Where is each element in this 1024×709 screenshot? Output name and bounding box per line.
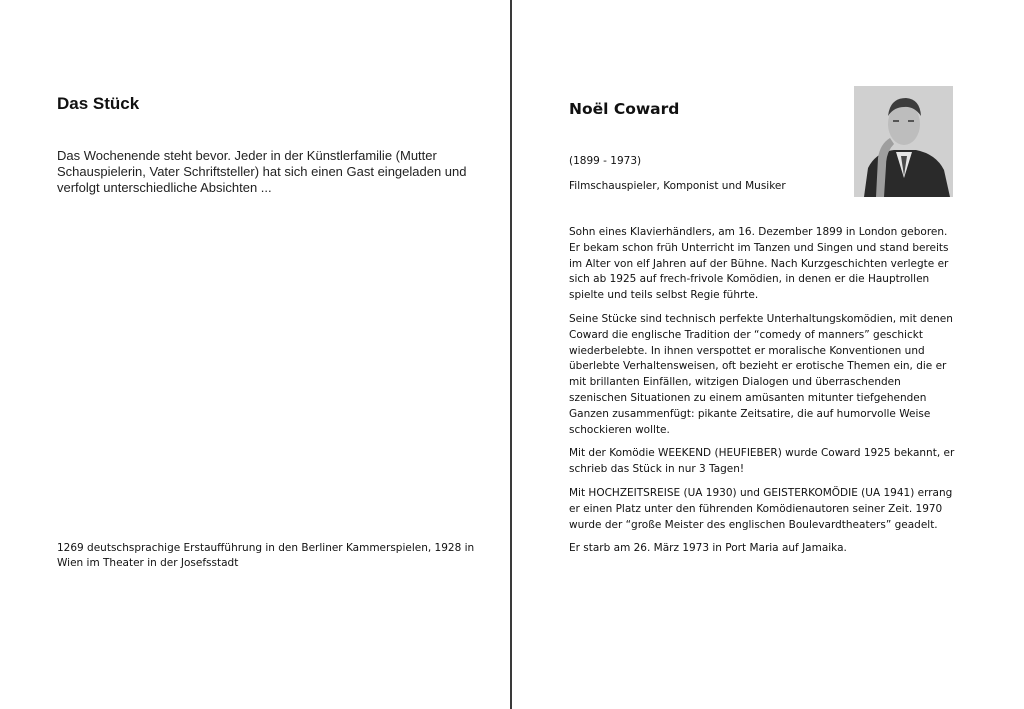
author-profession: Filmschauspieler, Komponist und Musiker — [569, 180, 786, 192]
left-page-title: Das Stück — [57, 94, 140, 113]
author-biography — [569, 225, 961, 565]
portrait-drawing — [854, 86, 953, 197]
bio-paragraph: Seine Stücke sind technisch perfekte Unterhaltungskomödien, mit denen Coward die englische Tradition der “comedy of manners” geschickt wiederbelebte. In ihnen verspottet er moralische Konventionen und überlebte Verhaltensweisen, oft bezieht er erotische Themen ein, die er mit brillanten Einfällen, witzigen Dialogen und überraschenden szenischen Situationen zu einem amüsanten mitunter tiefgehenden Ganzen zusammenfügt: pikante Zeitsatire, die auf humorvolle Weise schockieren wollte. — [569, 312, 953, 436]
bio-paragraph: Mit HOCHZEITSREISE (UA 1930) und GEISTERKOMÖDIE (UA 1941) errang er einen Platz unter den führenden Komödienautoren seiner Zeit. 1970 wurde der “große Meister des englischen Boulevardtheaters” geadelt. — [569, 486, 953, 531]
portrait-left-eye — [893, 120, 899, 122]
portrait-right-eye — [908, 120, 914, 122]
author-life-years: (1899 - 1973) — [569, 155, 642, 167]
left-page — [0, 0, 510, 709]
right-page — [514, 0, 1024, 709]
bio-paragraph: Mit der Komödie WEEKEND (HEUFIEBER) wurde Coward 1925 bekannt, er schrieb das Stück in nur 3 Tagen! — [569, 447, 955, 476]
page-divider — [510, 0, 512, 709]
bio-paragraph: Sohn eines Klavierhändlers, am 16. Dezember 1899 in London geboren. Er bekam schon früh Unterricht im Tanzen und Singen und stand bereits im Alter von elf Jahren auf der Bühne. Nach Kurzgeschichten verlegte er sich ab 1925 auf frech-frivole Komödien, in denen er die Hauptrollen spielte und teils selbst Regie führte. — [569, 226, 949, 302]
author-name: Noël Coward — [569, 100, 680, 118]
premiere-footnote: 1269 deutschsprachige Erstaufführung in den Berliner Kammerspielen, 1928 in Wien im Theater in der Josefsstadt — [57, 542, 475, 569]
bio-paragraph: Er starb am 26. März 1973 in Port Maria auf Jamaika. — [569, 542, 847, 555]
play-synopsis: Das Wochenende steht bevor. Jeder in der Künstlerfamilie (Mutter Schauspielerin, Vater Schriftsteller) hat sich einen Gast eingeladen und verfolgt unterschiedliche Absichten ... — [57, 148, 467, 195]
author-portrait-photo — [854, 86, 953, 197]
